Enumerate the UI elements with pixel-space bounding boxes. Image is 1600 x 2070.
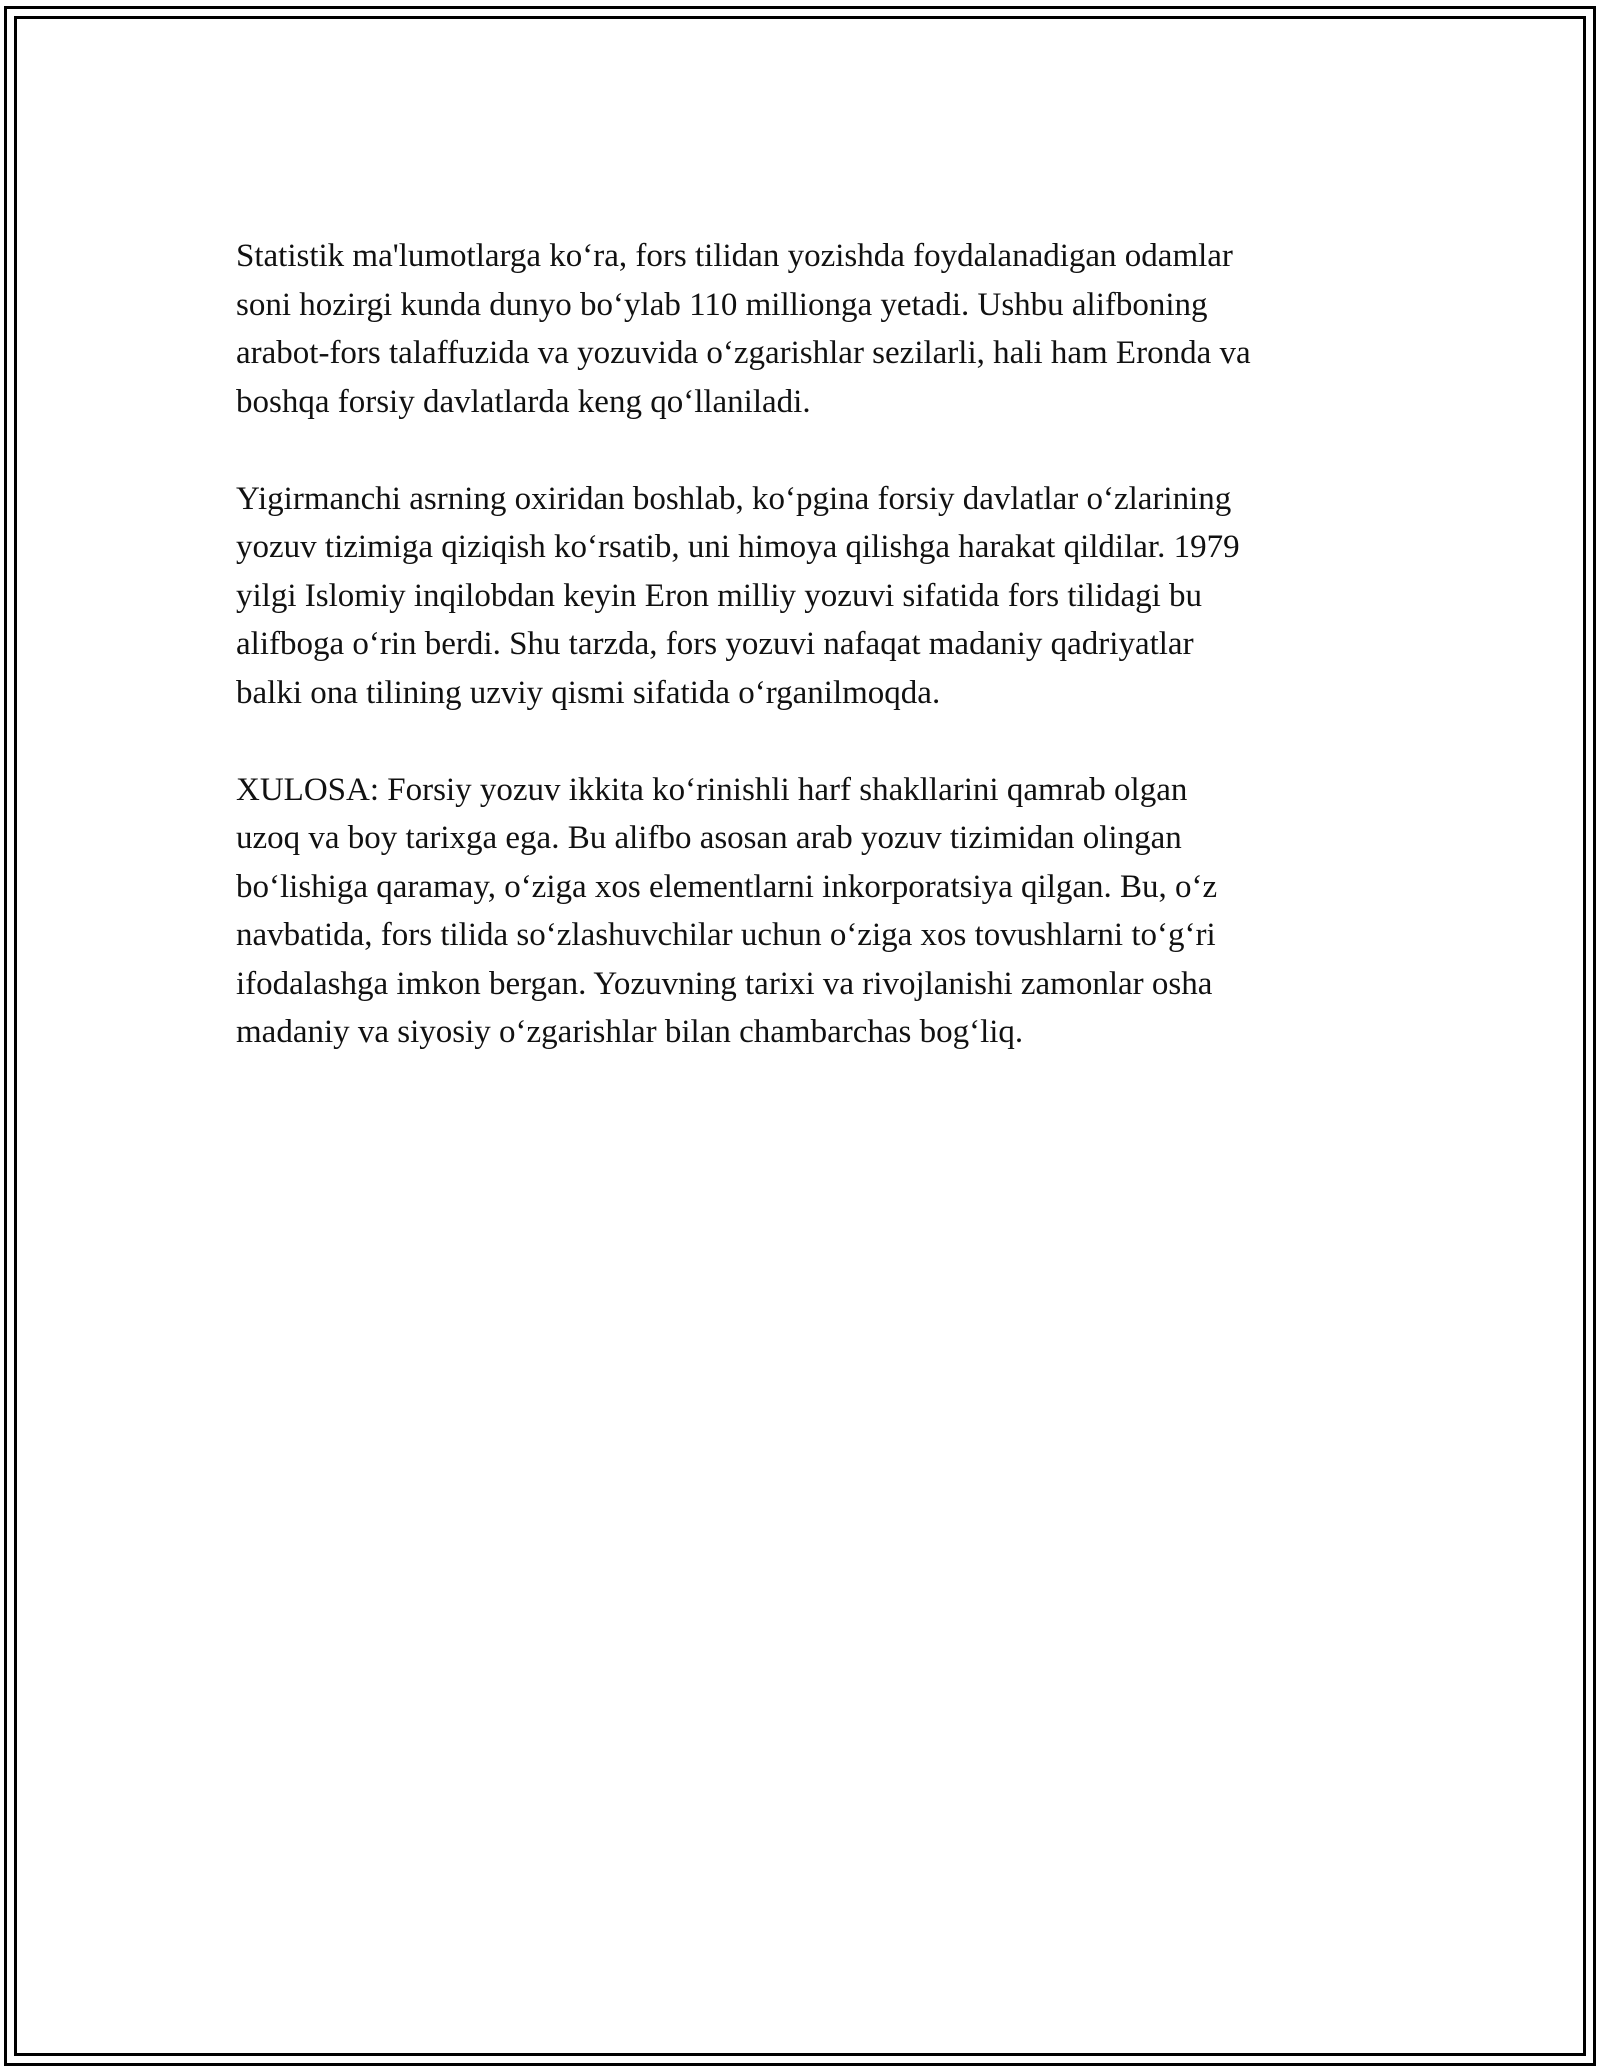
paragraph-conclusion: XULOSA: Forsiy yozuv ikkita ko‘rinishli harf shakllarini qamrab olgan uzoq va boy tarixga ega. Bu alifbo asosan arab yozuv tizimidan olingan bo‘lishiga qaramay, o‘ziga xos elementlarni inkorporatsiya qilgan. Bu, o‘z navbatida, fors tilida so‘zlashuvchilar uchun o‘ziga xos tovushlarni to‘g‘ri ifodalashga imkon bergan. Yozuvning tarixi va rivojlanishi zamonlar osha madaniy va siyosiy o‘zgarishlar bilan chambarchas bog‘liq.: [236, 771, 1218, 1050]
paragraph-statistics: Statistik ma'lumotlarga ko‘ra, fors tilidan yozishda foydalanadigan odamlar soni hozirgi kunda dunyo bo‘ylab 110 millionga yetadi. Ushbu alifboning arabot-fors talaffuzida va yozuvida o‘zgarishlar sezilarli, hali ham Eronda va boshqa forsiy davlatlarda keng qo‘llaniladi.: [236, 238, 1251, 420]
paragraph-twentieth-century: Yigirmanchi asrning oxiridan boshlab, ko‘pgina forsiy davlatlar o‘zlarining yozuv tizimiga qiziqish ko‘rsatib, uni himoya qilishga harakat qildilar. 1979 yilgi Islomiy inqilobdan keyin Eron milliy yozuvi sifatida fors tilidagi bu alifboga o‘rin berdi. Shu tarzda, fors yozuvi nafaqat madaniy qadriyatlar balki ona tilining uzviy qismi sifatida o‘rganilmoqda.: [236, 480, 1240, 711]
document-body: [236, 232, 1376, 1105]
